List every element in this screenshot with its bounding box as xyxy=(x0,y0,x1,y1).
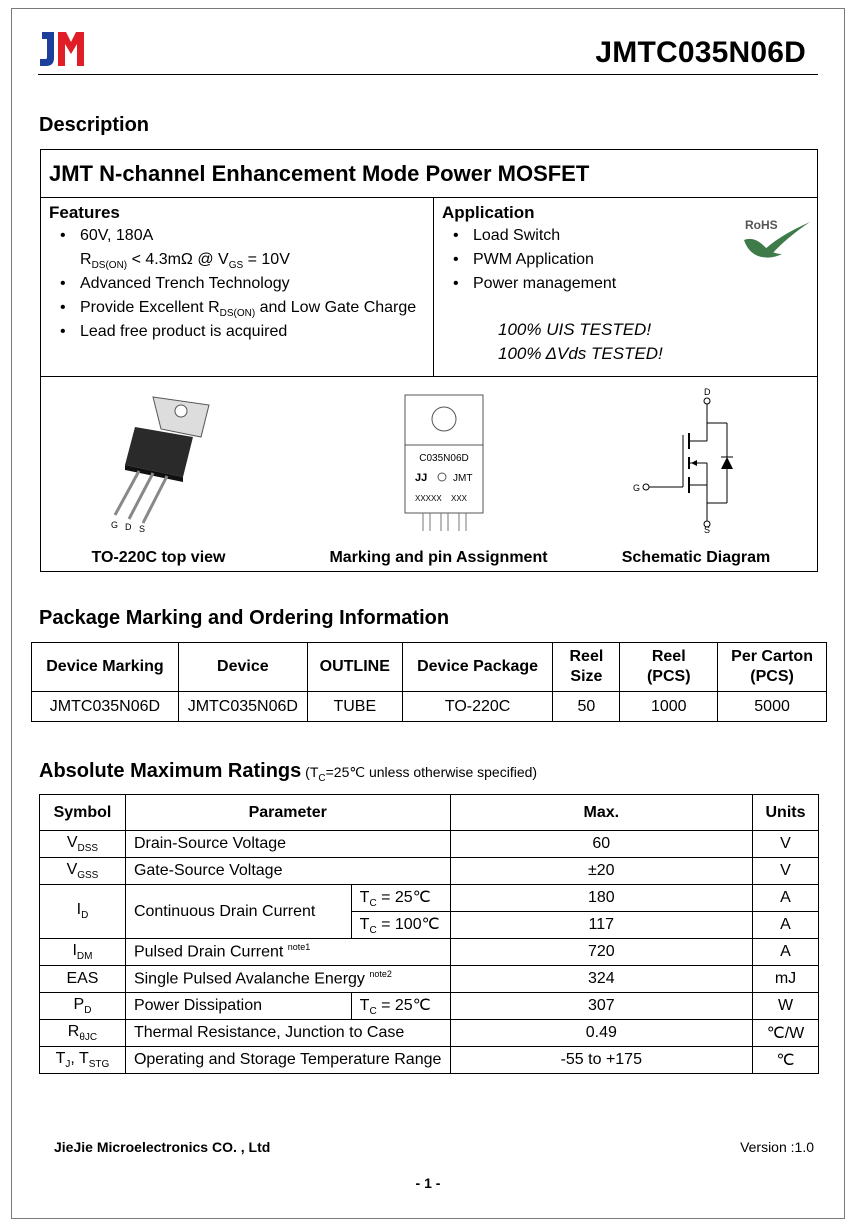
ordering-heading: Package Marking and Ordering Information xyxy=(39,607,450,629)
col-device-marking: Device Marking xyxy=(32,643,179,692)
col-symbol: Symbol xyxy=(40,795,126,831)
footer-version: Version :1.0 xyxy=(740,1139,814,1155)
table-row: $T_J$, $T_{STG}$ Operating and Storage Temperature Range -55 to +175 ℃ xyxy=(40,1047,819,1074)
caption-schematic: Schematic Diagram xyxy=(621,549,771,566)
application-item: • Power management xyxy=(453,274,616,298)
page-number: - 1 - xyxy=(415,1175,441,1191)
col-reel-size: Reel Size xyxy=(553,643,620,692)
table-row: $V_{GSS}$ Gate-Source Voltage ±20 V xyxy=(40,858,819,885)
ratings-table xyxy=(39,794,819,1074)
pin-label: G xyxy=(111,520,119,530)
title-rule xyxy=(38,74,818,75)
application-item: • PWM Application xyxy=(453,250,616,274)
feature-item: • Lead free product is acquired xyxy=(60,322,416,346)
dvds-tested-note: 100% ΔVds TESTED! xyxy=(498,344,663,363)
col-reel-pcs: Reel (PCS) xyxy=(620,643,718,692)
col-parameter: Parameter xyxy=(125,795,450,831)
col-max: Max. xyxy=(450,795,752,831)
col-units: Units xyxy=(753,795,819,831)
feature-item: • 60V, 180A xyxy=(60,226,416,250)
marking-brand: JMT xyxy=(453,473,473,484)
schematic-gate-label: G xyxy=(633,483,641,493)
to220-package-icon xyxy=(101,387,221,532)
table-row: $T_C$ = 100℃ 117 A xyxy=(40,912,819,939)
col-device: Device xyxy=(178,643,307,692)
marking-code: XXXXX xyxy=(415,494,442,503)
rohs-label: RoHS xyxy=(745,218,778,232)
marking-code: XXX xyxy=(451,494,468,503)
uis-tested-note: 100% UIS TESTED! xyxy=(498,320,652,339)
schematic-drain-label: D xyxy=(704,387,711,397)
table-row: $P_D$ Power Dissipation $T_C$ = 25℃ 307 W xyxy=(40,993,819,1020)
feature-item-rds: $R_{DS(ON)} < 4.3m\Omega$ @ $V_{GS} = 10V$ xyxy=(80,251,290,272)
footer-company: JieJie Microelectronics CO. , Ltd xyxy=(54,1139,271,1155)
pin-label: S xyxy=(139,524,146,532)
svg-text:JJ: JJ xyxy=(415,472,428,484)
col-device-package: Device Package xyxy=(402,643,553,692)
package-images-box xyxy=(40,376,818,572)
feature-item: • Advanced Trench Technology xyxy=(60,274,416,298)
table-row: JMTC035N06D JMTC035N06D TUBE TO-220C 50 1000 5000 xyxy=(32,692,827,722)
pin-label: D xyxy=(125,522,132,532)
mosfet-schematic xyxy=(631,383,751,533)
product-headline: JMT N-channel Enhancement Mode Power MOSFET xyxy=(40,149,818,198)
table-row: EAS Single Pulsed Avalanche Energy $^{note2}$ 324 mJ xyxy=(40,966,819,993)
col-outline: OUTLINE xyxy=(307,643,402,692)
caption-marking: Marking and pin Assignment xyxy=(329,549,548,566)
rohs-icon xyxy=(742,216,814,262)
table-row: $I_D$ Continuous Drain Current $T_C$ = 25℃ 180 A xyxy=(40,885,819,912)
caption-top-view: TO-220C top view xyxy=(91,549,226,566)
application-item: • Load Switch xyxy=(453,226,616,250)
table-row: $V_{DSS}$ Drain-Source Voltage 60 V xyxy=(40,831,819,858)
table-row: $R_{\theta JC}$ Thermal Resistance, Junction to Case 0.49 ℃/W xyxy=(40,1020,819,1047)
ordering-table xyxy=(31,642,827,722)
jmt-logo xyxy=(38,28,86,68)
marking-part: C035N06D xyxy=(419,453,469,464)
col-per-carton: Per Carton (PCS) xyxy=(718,643,827,692)
table-row: $I_{DM}$ Pulsed Drain Current $^{note1}$ 720 A xyxy=(40,939,819,966)
feature-item: • Provide Excellent $R_{DS(ON)}$ and Low Gate Charge xyxy=(60,298,416,322)
description-heading: Description xyxy=(39,114,150,136)
schematic-source-label: S xyxy=(704,525,711,533)
ratings-heading: Absolute Maximum Ratings ($T_C=25℃$ unless otherwise specified) xyxy=(39,760,538,784)
features-title: Features xyxy=(49,203,120,222)
features-box xyxy=(40,197,434,377)
part-number-title: JMTC035N06D xyxy=(595,36,806,69)
application-title: Application xyxy=(442,203,535,222)
application-box xyxy=(433,197,818,377)
marking-diagram xyxy=(401,393,491,533)
